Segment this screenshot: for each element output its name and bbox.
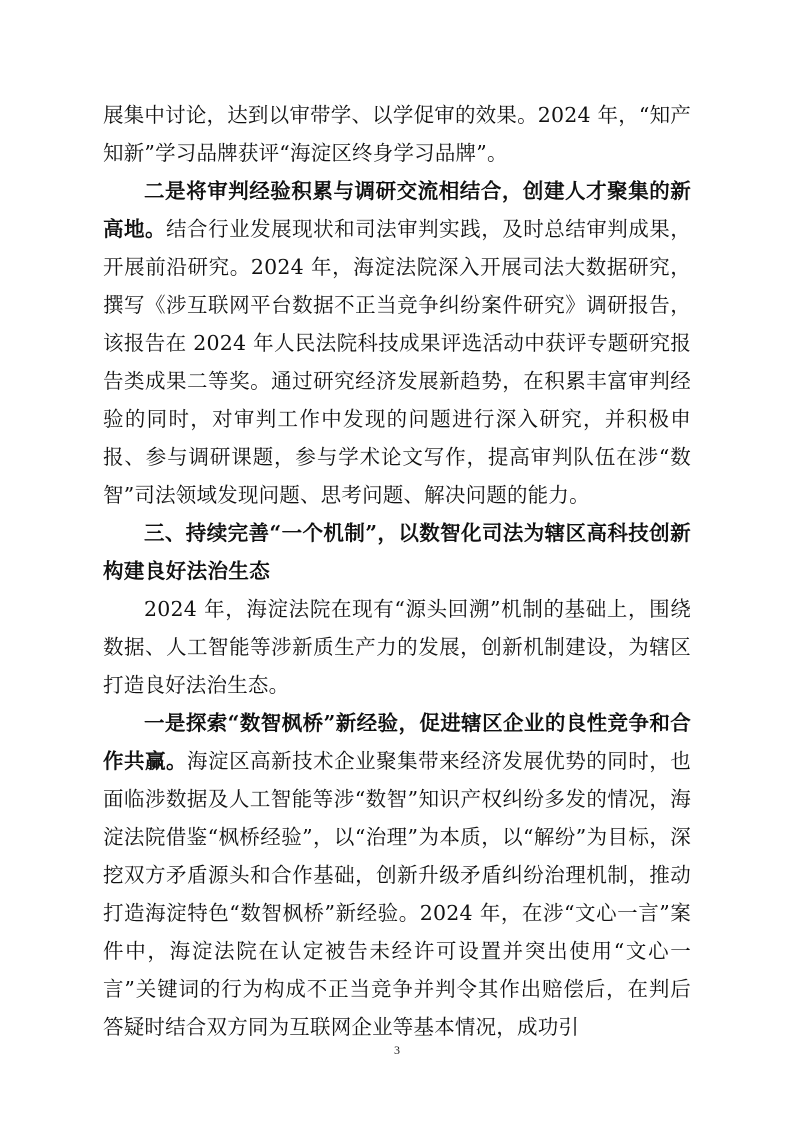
paragraph-text: 结合行业发展现状和司法审判实践，及时总结审判成果，开展前沿研究。2024 年，海淀法院深入开展司法大数据研究，撰写《涉互联网平台数据不正当竞争纠纷案件研究》调研报告，该报告在 2024 年人民法院科技成果评选活动中获评专题研究报告类成果二等奖。通过研究经济发展新趋势，在积累丰富审判经验的同时，对审判工作中发现的问题进行深入研究，并积极申报、参与调研课题，参与学术论文写作，提高审判队伍在涉“数智”司法领域发现问题、思考问题、解决问题的能力。 [103,217,692,507]
paragraph-lead-bold: 一是探索“数智枫桥”新经验，促进辖区企业的良性竞争和合作共赢。 [103,711,691,773]
paragraph-talent-highland [103,172,691,514]
section-heading-text: 三、持续完善“一个机制”，以数智化司法为辖区高科技创新构建良好法治生态 [103,521,691,583]
paragraph-text: 2024 年，海淀法院在现有“源头回溯”机制的基础上，围绕数据、人工智能等涉新质生产力的发展，创新机制建设，为辖区打造良好法治生态。 [103,597,691,697]
paragraph-mechanism-intro [103,590,691,704]
body-text [103,96,691,1046]
paragraph-fengqiao [103,704,691,1046]
paragraph-lead-bold: 二是将审判经验积累与调研交流相结合，创建人才聚集的新高地。 [103,179,691,241]
page-number: 3 [394,1043,400,1057]
paragraph-text: 海淀区高新技术企业聚集带来经济发展优势的同时，也面临涉数据及人工智能等涉“数智”知识产权纠纷多发的情况，海淀法院借鉴“枫桥经验”，以“治理”为本质，以“解纷”为目标，深挖双方矛盾源头和合作基础，创新升级矛盾纠纷治理机制，推动打造海淀特色“数智枫桥”新经验。2024 年，在涉“文心一言”案件中，海淀法院在认定被告未经许可设置并突出使用“文心一言”关键词的行为构成不正当竞争并判令其作出赔偿后，在判后答疑时结合双方同为互联网企业等基本情况，成功引 [103,749,691,1039]
section-heading [103,514,691,590]
paragraph-text: 展集中讨论，达到以审带学、以学促审的效果。2024 年，“知产知新”学习品牌获评“海淀区终身学习品牌”。 [103,103,691,165]
paragraph-continuation [103,96,691,172]
